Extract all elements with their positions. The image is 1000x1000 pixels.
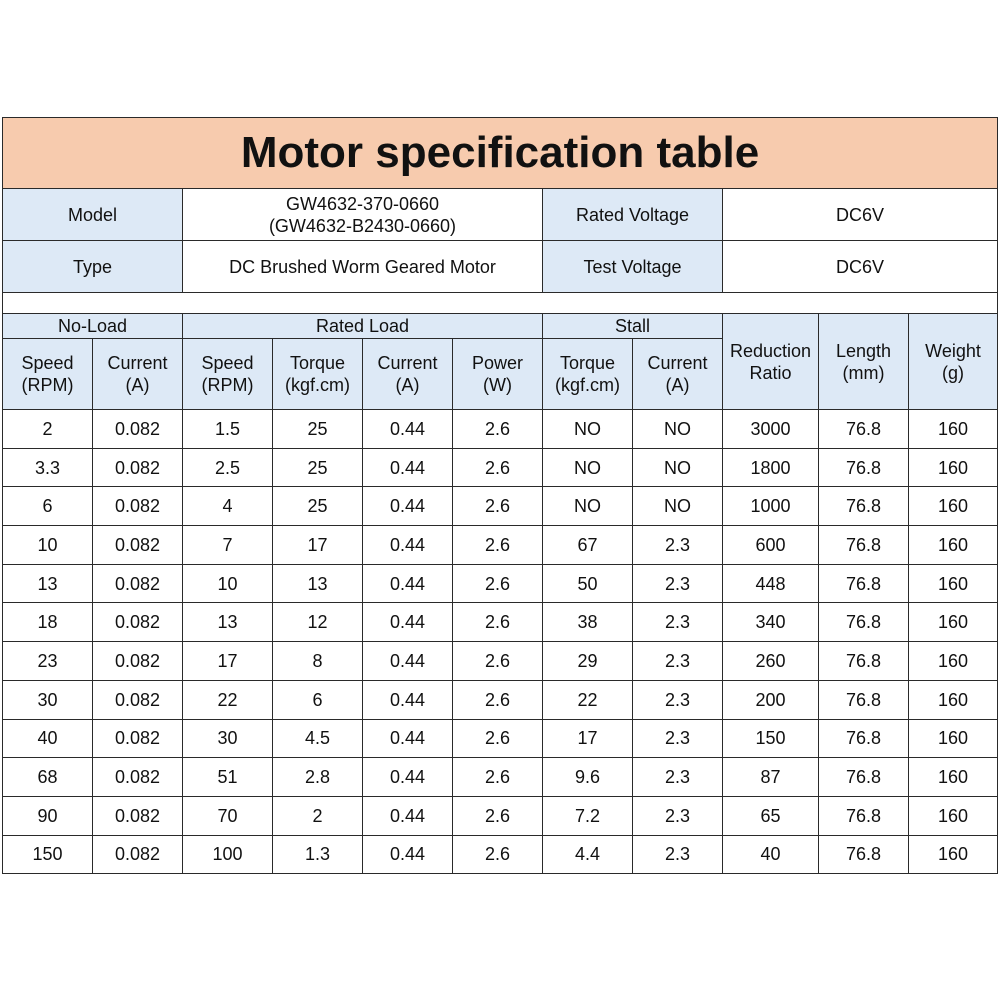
- table-cell: 0.44: [363, 487, 453, 526]
- model-value: [183, 189, 543, 241]
- spec-table: [2, 117, 998, 874]
- table-cell: 76.8: [819, 719, 909, 758]
- table-cell: 90: [3, 796, 93, 835]
- col-header-unit: (kgf.cm): [285, 375, 350, 395]
- table-cell: 600: [723, 526, 819, 565]
- table-cell: 200: [723, 680, 819, 719]
- table-cell: 2: [3, 410, 93, 449]
- table-cell: 6: [3, 487, 93, 526]
- col-header-unit: (W): [483, 375, 512, 395]
- col-header-rated-power: [453, 339, 543, 410]
- table-row: [3, 487, 998, 526]
- table-cell: 2.6: [453, 410, 543, 449]
- table-cell: 160: [909, 719, 998, 758]
- table-cell: 40: [3, 719, 93, 758]
- table-cell: 1000: [723, 487, 819, 526]
- model-line-2: (GW4632-B2430-0660): [268, 215, 457, 236]
- col-header-name: Torque: [559, 353, 616, 373]
- col-header-rated-current: [363, 339, 453, 410]
- table-row: [3, 526, 998, 565]
- table-cell: 0.082: [93, 835, 183, 874]
- table-cell: 7: [183, 526, 273, 565]
- test-voltage-value: DC6V: [723, 241, 998, 293]
- table-cell: 2.6: [453, 835, 543, 874]
- table-cell: 1.5: [183, 410, 273, 449]
- motor-spec-sheet: [2, 117, 997, 874]
- table-cell: 6: [273, 680, 363, 719]
- table-cell: 260: [723, 642, 819, 681]
- col-header-unit: (mm): [842, 362, 885, 383]
- table-row: [3, 642, 998, 681]
- table-cell: 0.082: [93, 642, 183, 681]
- table-cell: 2.6: [453, 719, 543, 758]
- table-cell: 10: [183, 564, 273, 603]
- table-cell: 25: [273, 487, 363, 526]
- table-cell: 76.8: [819, 410, 909, 449]
- col-header-name: Speed: [21, 353, 74, 373]
- col-header-unit: (A): [665, 375, 690, 395]
- table-cell: 448: [723, 564, 819, 603]
- table-cell: 76.8: [819, 487, 909, 526]
- table-cell: 67: [543, 526, 633, 565]
- col-header-rated-torque: [273, 339, 363, 410]
- table-cell: 70: [183, 796, 273, 835]
- col-header-name: Speed: [201, 353, 254, 373]
- table-cell: 2.3: [633, 835, 723, 874]
- table-cell: 76.8: [819, 642, 909, 681]
- table-row: [3, 603, 998, 642]
- table-cell: 2.6: [453, 526, 543, 565]
- table-cell: 13: [183, 603, 273, 642]
- table-cell: 13: [3, 564, 93, 603]
- col-header-name: Length: [835, 340, 892, 361]
- table-cell: 2.6: [453, 642, 543, 681]
- table-cell: 2.3: [633, 526, 723, 565]
- col-header-unit: (A): [125, 375, 150, 395]
- col-header-unit: (RPM): [201, 375, 254, 395]
- table-cell: 4: [183, 487, 273, 526]
- type-value: DC Brushed Worm Geared Motor: [183, 241, 543, 293]
- table-cell: 40: [723, 835, 819, 874]
- table-cell: 30: [183, 719, 273, 758]
- table-cell: 0.082: [93, 487, 183, 526]
- table-cell: 29: [543, 642, 633, 681]
- table-cell: 0.082: [93, 410, 183, 449]
- table-cell: 4.5: [273, 719, 363, 758]
- table-cell: 2.6: [453, 603, 543, 642]
- table-cell: 50: [543, 564, 633, 603]
- table-cell: 65: [723, 796, 819, 835]
- table-cell: 0.44: [363, 796, 453, 835]
- table-cell: NO: [543, 410, 633, 449]
- table-cell: 76.8: [819, 796, 909, 835]
- col-header-noload-speed: [3, 339, 93, 410]
- table-cell: 0.44: [363, 758, 453, 797]
- rated-voltage-label: Rated Voltage: [543, 189, 723, 241]
- table-cell: 3.3: [3, 448, 93, 487]
- table-cell: 2.3: [633, 758, 723, 797]
- table-cell: 0.082: [93, 719, 183, 758]
- table-cell: 17: [273, 526, 363, 565]
- col-header-unit: Ratio: [749, 362, 792, 383]
- table-cell: 0.082: [93, 758, 183, 797]
- table-cell: 160: [909, 526, 998, 565]
- table-cell: 160: [909, 564, 998, 603]
- col-header-unit: (A): [395, 375, 420, 395]
- table-cell: 25: [273, 448, 363, 487]
- table-cell: 0.44: [363, 680, 453, 719]
- table-cell: 76.8: [819, 448, 909, 487]
- table-cell: 68: [3, 758, 93, 797]
- table-cell: 340: [723, 603, 819, 642]
- rated-voltage-value: DC6V: [723, 189, 998, 241]
- table-cell: 76.8: [819, 680, 909, 719]
- table-cell: 0.082: [93, 680, 183, 719]
- table-cell: 2.8: [273, 758, 363, 797]
- table-cell: 0.44: [363, 719, 453, 758]
- table-cell: 9.6: [543, 758, 633, 797]
- table-cell: 2.6: [453, 487, 543, 526]
- table-cell: NO: [633, 448, 723, 487]
- table-cell: 4.4: [543, 835, 633, 874]
- table-cell: 2.3: [633, 564, 723, 603]
- table-cell: 10: [3, 526, 93, 565]
- group-rated-load: Rated Load: [183, 314, 543, 339]
- table-cell: 17: [543, 719, 633, 758]
- table-cell: 76.8: [819, 564, 909, 603]
- col-header-name: Current: [107, 353, 168, 373]
- col-header-name: Reduction: [729, 340, 812, 361]
- table-cell: 0.44: [363, 603, 453, 642]
- col-header-noload-current: [93, 339, 183, 410]
- table-cell: 150: [723, 719, 819, 758]
- col-header-reduction-ratio: [723, 314, 819, 410]
- table-cell: 30: [3, 680, 93, 719]
- table-cell: 2.3: [633, 603, 723, 642]
- table-cell: 76.8: [819, 758, 909, 797]
- table-cell: 2.3: [633, 642, 723, 681]
- table-cell: 2.6: [453, 564, 543, 603]
- col-header-name: Weight: [925, 340, 981, 361]
- table-cell: 1800: [723, 448, 819, 487]
- model-line-1: GW4632-370-0660: [285, 193, 440, 214]
- table-cell: 76.8: [819, 526, 909, 565]
- table-cell: NO: [633, 410, 723, 449]
- table-row: [3, 719, 998, 758]
- table-cell: 18: [3, 603, 93, 642]
- table-cell: 22: [183, 680, 273, 719]
- table-cell: 1.3: [273, 835, 363, 874]
- table-cell: 160: [909, 448, 998, 487]
- test-voltage-label: Test Voltage: [543, 241, 723, 293]
- table-cell: 2.6: [453, 680, 543, 719]
- col-header-unit: (kgf.cm): [555, 375, 620, 395]
- table-cell: 0.082: [93, 526, 183, 565]
- table-cell: 160: [909, 680, 998, 719]
- table-row: [3, 564, 998, 603]
- table-cell: 13: [273, 564, 363, 603]
- table-cell: 0.44: [363, 564, 453, 603]
- spacer-row: [3, 293, 998, 314]
- table-cell: 76.8: [819, 835, 909, 874]
- table-cell: 2.3: [633, 680, 723, 719]
- table-cell: 0.44: [363, 410, 453, 449]
- col-header-unit: (g): [942, 362, 965, 383]
- table-cell: 0.082: [93, 448, 183, 487]
- col-header-unit: (RPM): [21, 375, 74, 395]
- table-cell: 0.44: [363, 526, 453, 565]
- table-cell: 51: [183, 758, 273, 797]
- table-cell: NO: [633, 487, 723, 526]
- model-label: Model: [3, 189, 183, 241]
- group-stall: Stall: [543, 314, 723, 339]
- table-cell: NO: [543, 487, 633, 526]
- table-title: Motor specification table: [3, 118, 998, 189]
- table-row: [3, 758, 998, 797]
- table-cell: 2.6: [453, 758, 543, 797]
- col-header-length: [819, 314, 909, 410]
- col-header-name: Power: [471, 353, 524, 373]
- table-cell: 160: [909, 603, 998, 642]
- table-cell: 2.6: [453, 448, 543, 487]
- table-row: [3, 796, 998, 835]
- col-header-stall-torque: [543, 339, 633, 410]
- table-cell: 76.8: [819, 603, 909, 642]
- table-cell: 7.2: [543, 796, 633, 835]
- table-cell: 160: [909, 835, 998, 874]
- table-cell: 17: [183, 642, 273, 681]
- col-header-name: Current: [647, 353, 708, 373]
- table-cell: 8: [273, 642, 363, 681]
- table-cell: 0.082: [93, 796, 183, 835]
- col-header-name: Current: [377, 353, 438, 373]
- type-label: Type: [3, 241, 183, 293]
- table-cell: NO: [543, 448, 633, 487]
- table-cell: 2.3: [633, 719, 723, 758]
- table-row: [3, 835, 998, 874]
- table-cell: 22: [543, 680, 633, 719]
- table-cell: 160: [909, 410, 998, 449]
- table-cell: 38: [543, 603, 633, 642]
- table-cell: 160: [909, 758, 998, 797]
- table-cell: 160: [909, 642, 998, 681]
- table-row: [3, 448, 998, 487]
- table-cell: 0.44: [363, 448, 453, 487]
- col-header-weight: [909, 314, 998, 410]
- table-cell: 0.082: [93, 603, 183, 642]
- table-cell: 2.5: [183, 448, 273, 487]
- col-header-rated-speed: [183, 339, 273, 410]
- table-cell: 0.44: [363, 835, 453, 874]
- table-cell: 150: [3, 835, 93, 874]
- table-cell: 100: [183, 835, 273, 874]
- table-cell: 2.3: [633, 796, 723, 835]
- table-cell: 160: [909, 487, 998, 526]
- table-cell: 12: [273, 603, 363, 642]
- col-header-stall-current: [633, 339, 723, 410]
- table-cell: 0.44: [363, 642, 453, 681]
- table-row: [3, 410, 998, 449]
- table-cell: 23: [3, 642, 93, 681]
- col-header-name: Torque: [289, 353, 346, 373]
- table-cell: 160: [909, 796, 998, 835]
- table-cell: 2: [273, 796, 363, 835]
- table-cell: 0.082: [93, 564, 183, 603]
- table-cell: 3000: [723, 410, 819, 449]
- group-no-load: No-Load: [3, 314, 183, 339]
- table-row: [3, 680, 998, 719]
- table-cell: 87: [723, 758, 819, 797]
- table-cell: 2.6: [453, 796, 543, 835]
- table-cell: 25: [273, 410, 363, 449]
